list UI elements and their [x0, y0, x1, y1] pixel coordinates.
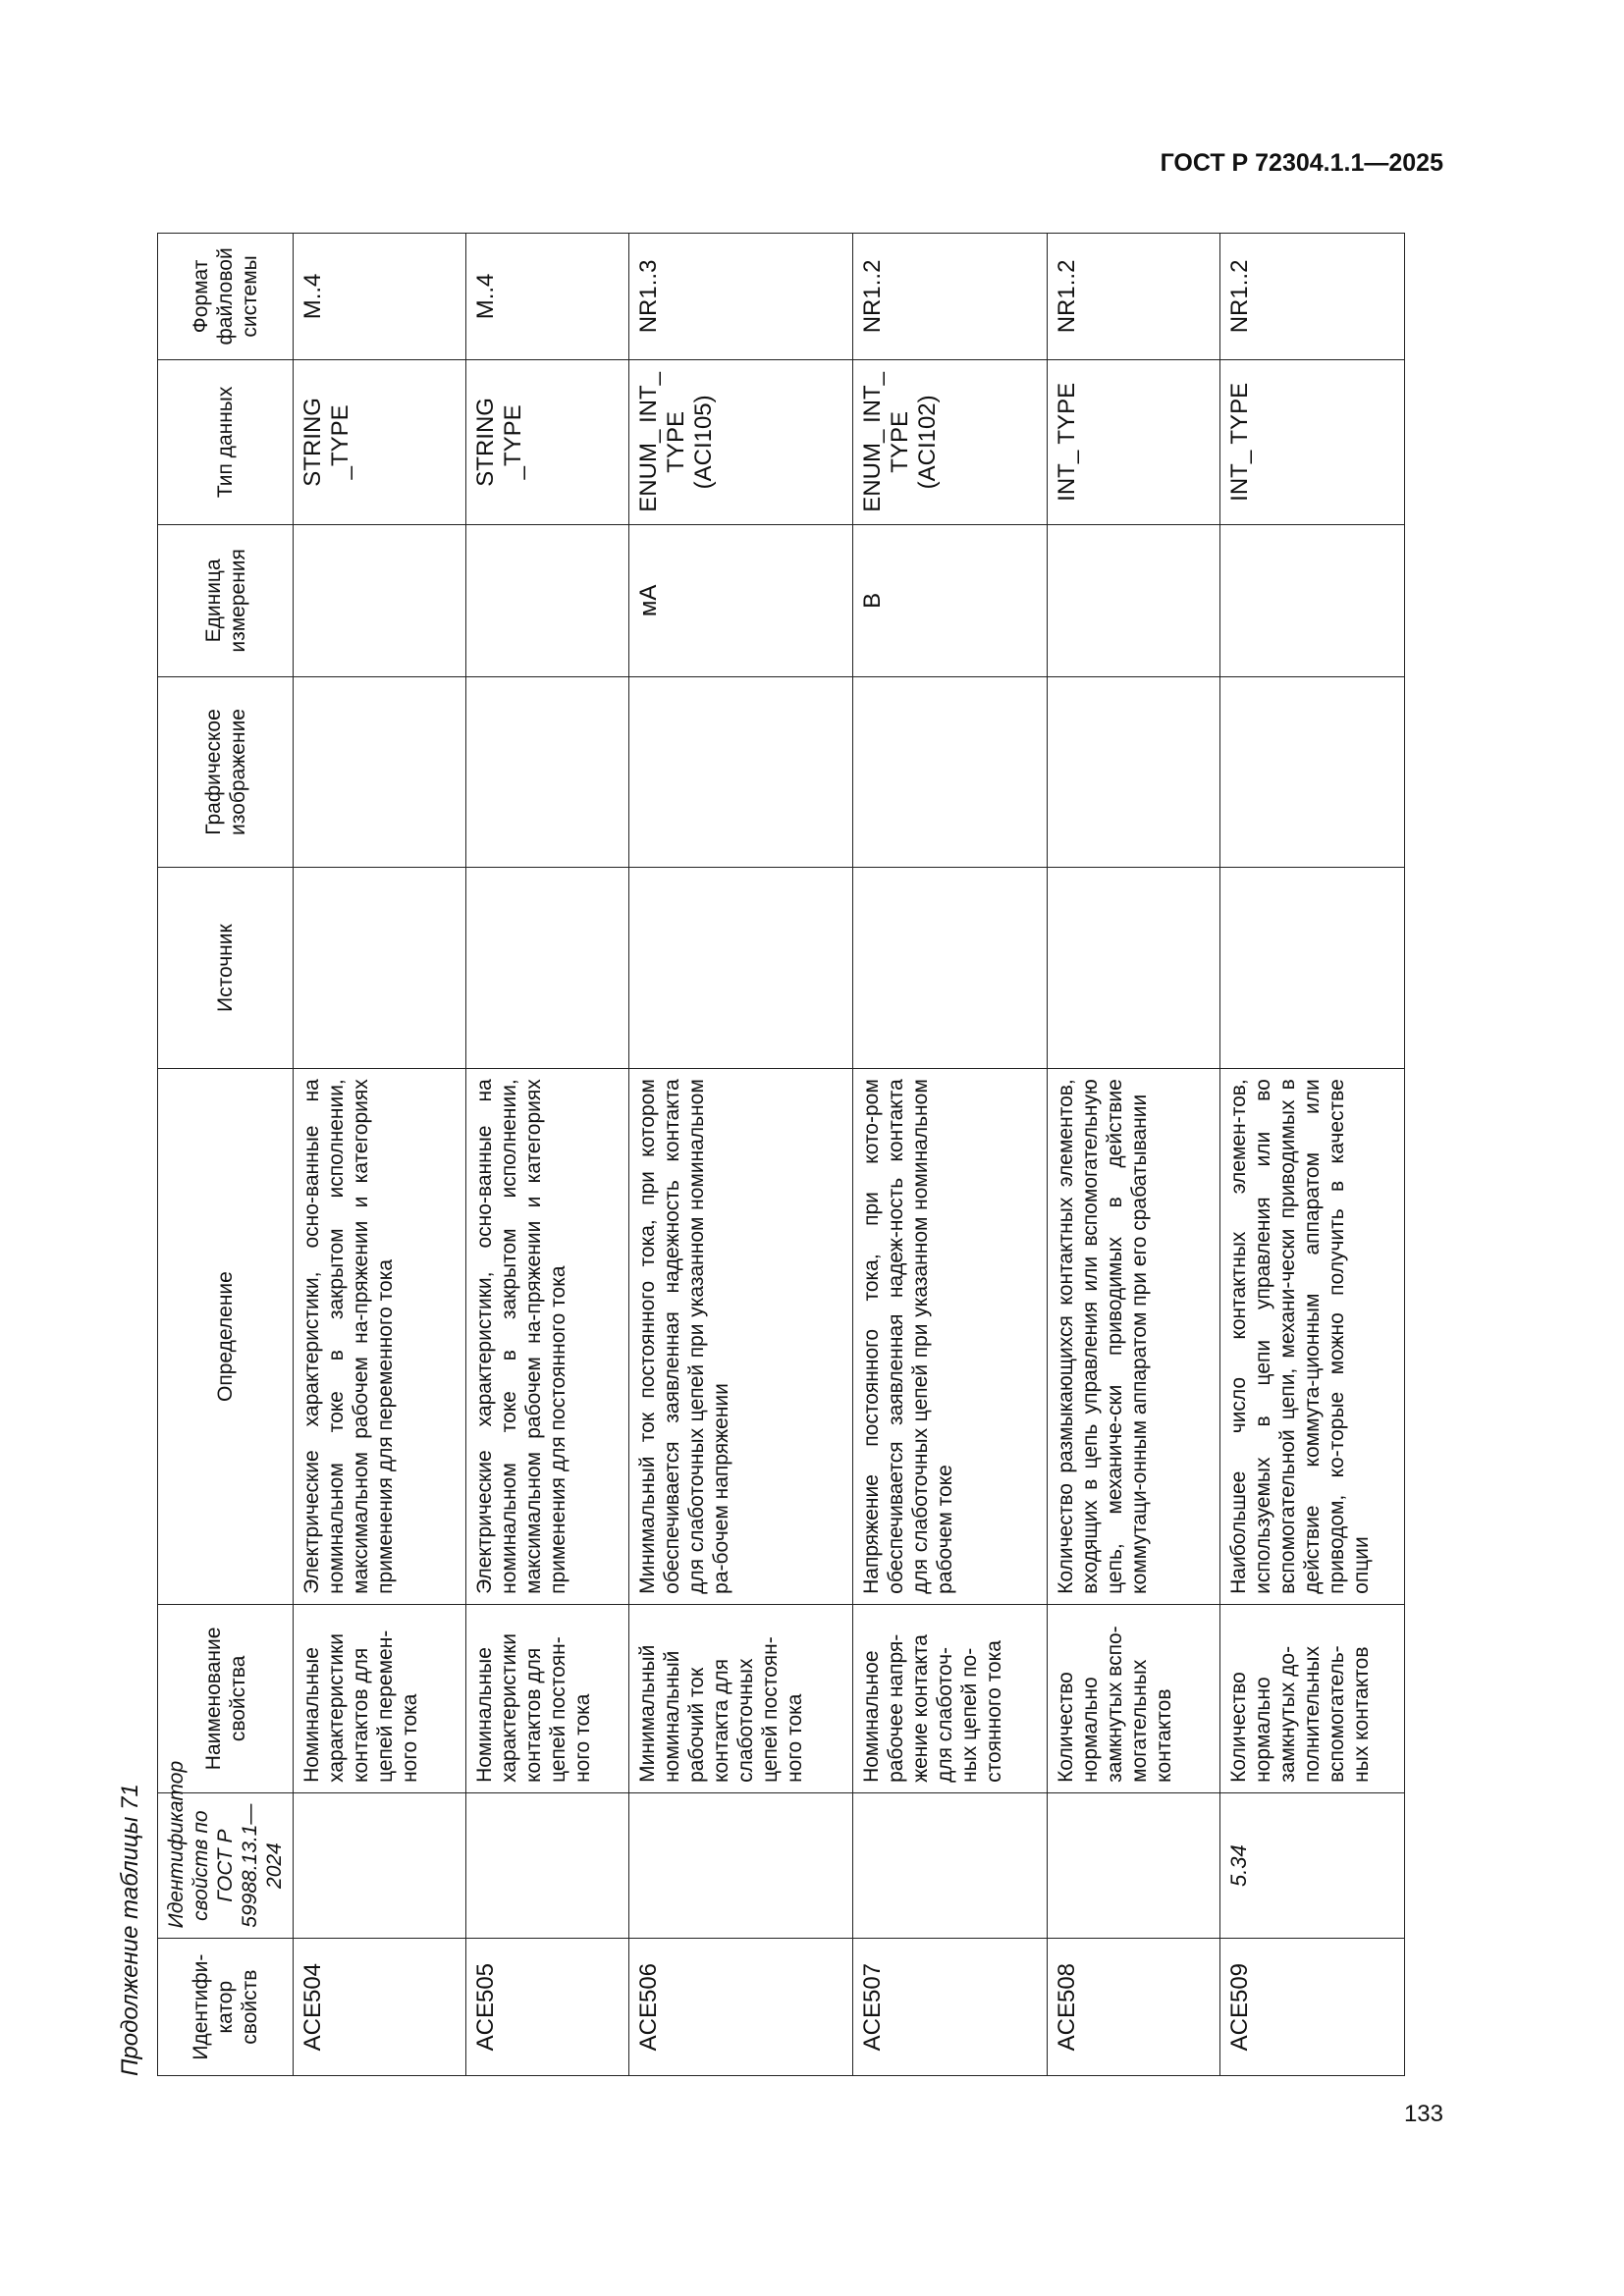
cell-definition: Электрические характеристики, осно-ванные на номинальном токе в закрытом исполнении, максимальном рабочем на-пряжении и категориях применения для переменного тока — [294, 1069, 466, 1605]
cell-gost-ref — [1048, 1792, 1220, 1938]
cell-unit: мА — [629, 524, 853, 676]
cell-unit: В — [853, 524, 1048, 676]
cell-source — [466, 868, 629, 1069]
properties-table — [157, 233, 1405, 2076]
column-header-id: Идентифи-катор свойств — [158, 1939, 294, 2076]
cell-source — [1048, 868, 1220, 1069]
table-row — [1048, 234, 1220, 2076]
cell-definition: Наибольшее число контактных элемен-тов, используемых в цепи управления или во вспомогательной цепи, механи-чески приводимых в действие коммута-ционным аппаратом или приводом, ко-торые можно получить в качестве опции — [1220, 1069, 1405, 1605]
cell-image — [466, 676, 629, 867]
cell-gost-ref — [629, 1792, 853, 1938]
column-header-unit: Единица измерения — [158, 524, 294, 676]
cell-unit — [1220, 524, 1405, 676]
table-header-row — [158, 234, 294, 2076]
cell-type: STRING _TYPE — [466, 359, 629, 524]
column-header-source: Источник — [158, 868, 294, 1069]
cell-format: NR1..2 — [853, 234, 1048, 360]
column-header-gost-ref: Идентификатор свойств по ГОСТ Р 59988.13.1—2024 — [158, 1792, 294, 1938]
cell-source — [1220, 868, 1405, 1069]
cell-type: INT_ TYPE — [1048, 359, 1220, 524]
cell-id: ACE506 — [629, 1939, 853, 2076]
cell-name: Номинальное рабочее напря-жение контакта для слаботоч-ных цепей по-стоянного тока — [853, 1604, 1048, 1792]
cell-id: ACE509 — [1220, 1939, 1405, 2076]
cell-gost-ref — [294, 1792, 466, 1938]
cell-definition: Напряжение постоянного тока, при кото-ром обеспечивается заявленная надеж-ность контакта для слаботочных цепей при указанном номинальном рабочем токе — [853, 1069, 1048, 1605]
cell-definition: Электрические характеристики, осно-ванные на номинальном токе в закрытом исполнении, максимальном рабочем на-пряжении и категориях применения для постоянного тока — [466, 1069, 629, 1605]
cell-id: ACE508 — [1048, 1939, 1220, 2076]
cell-gost-ref — [853, 1792, 1048, 1938]
cell-image — [1048, 676, 1220, 867]
cell-image — [294, 676, 466, 867]
cell-unit — [466, 524, 629, 676]
cell-image — [1220, 676, 1405, 867]
cell-format: NR1..2 — [1048, 234, 1220, 360]
table-row — [629, 234, 853, 2076]
cell-image — [853, 676, 1048, 867]
cell-format: M..4 — [466, 234, 629, 360]
cell-name: Минимальный номинальный рабочий ток контакта для слаботочных цепей постоян-ного тока — [629, 1604, 853, 1792]
cell-source — [294, 868, 466, 1069]
column-header-type: Тип данных — [158, 359, 294, 524]
page-number: 133 — [1403, 2101, 1443, 2127]
cell-source — [853, 868, 1048, 1069]
column-header-definition: Определение — [158, 1069, 294, 1605]
cell-id: ACE505 — [466, 1939, 629, 2076]
cell-name: Количество нормально замкнутых вспо-могательных контактов — [1048, 1604, 1220, 1792]
cell-definition: Минимальный ток постоянного тока, при котором обеспечивается заявленная надежность контакта для слаботочных цепей при указанном номинальном ра-бочем напряжении — [629, 1069, 853, 1605]
cell-type: STRING _TYPE — [294, 359, 466, 524]
table-row — [294, 234, 466, 2076]
cell-gost-ref: 5.34 — [1220, 1792, 1405, 1938]
cell-name: Номинальные характеристики контактов для цепей перемен-ного тока — [294, 1604, 466, 1792]
cell-format: NR1..2 — [1220, 234, 1405, 360]
cell-name: Номинальные характеристики контактов для цепей постоян-ного тока — [466, 1604, 629, 1792]
cell-type: ENUM_ INT_ TYPE (ACI105) — [629, 359, 853, 524]
cell-id: ACE504 — [294, 1939, 466, 2076]
table-row — [466, 234, 629, 2076]
cell-unit — [1048, 524, 1220, 676]
cell-type: ENUM_ INT_ TYPE (ACI102) — [853, 359, 1048, 524]
cell-type: INT_ TYPE — [1220, 359, 1405, 524]
cell-definition: Количество размыкающихся контактных элементов, входящих в цепь управления или вспомогательную цепь, механиче-ски приводимых в действие коммутаци-онным аппаратом при его срабатывании — [1048, 1069, 1220, 1605]
table-caption: Продолжение таблицы 71 — [117, 1784, 143, 2076]
column-header-name: Наименование свойства — [158, 1604, 294, 1792]
cell-source — [629, 868, 853, 1069]
column-header-format: Формат файловой системы — [158, 234, 294, 360]
document-header: ГОСТ Р 72304.1.1—2025 — [1160, 149, 1443, 177]
table-row — [1220, 234, 1405, 2076]
cell-name: Количество нормально замкнутых до-полнительных вспомогатель-ных контактов — [1220, 1604, 1405, 1792]
cell-unit — [294, 524, 466, 676]
column-header-image: Графическое изображение — [158, 676, 294, 867]
table-row — [853, 234, 1048, 2076]
cell-id: ACE507 — [853, 1939, 1048, 2076]
cell-format: M..4 — [294, 234, 466, 360]
rotated-table-container — [106, 231, 1412, 2076]
cell-format: NR1..3 — [629, 234, 853, 360]
cell-image — [629, 676, 853, 867]
cell-gost-ref — [466, 1792, 629, 1938]
